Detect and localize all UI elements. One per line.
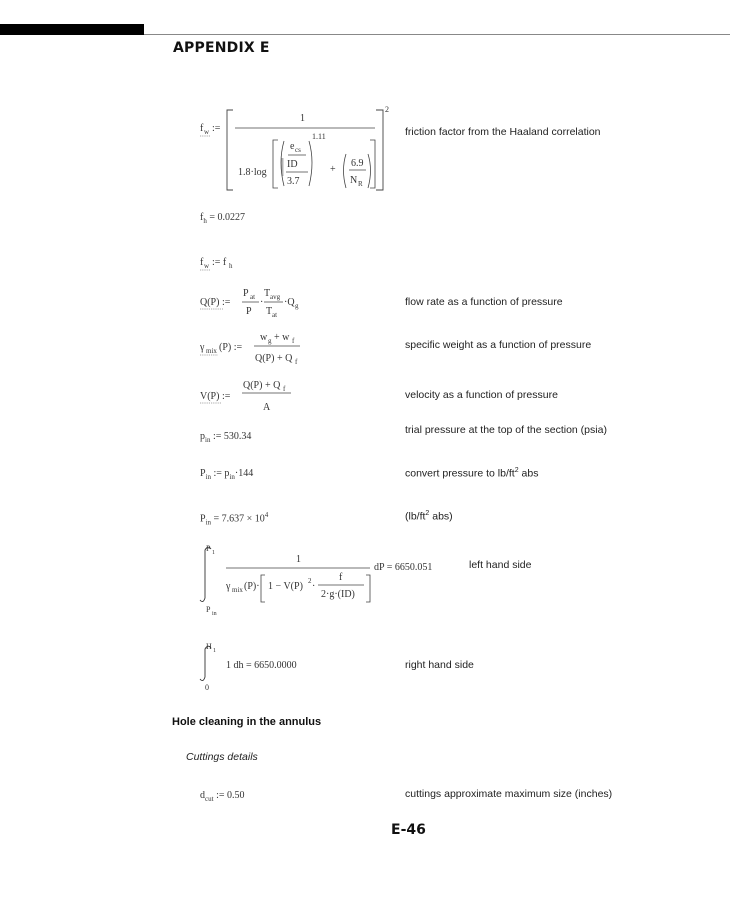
svg-text:mix: mix (232, 586, 243, 594)
svg-text:P: P (206, 605, 211, 614)
svg-text:f: f (339, 572, 343, 583)
lhs-integral (200, 544, 370, 617)
specweight-equation (199, 332, 300, 366)
svg-text:P: P (206, 544, 211, 553)
fw-symbol: f (200, 123, 204, 134)
svg-text:g: g (268, 337, 272, 345)
svg-text:H: H (206, 642, 212, 651)
rhs-integral (200, 642, 216, 692)
svg-text:1.8·log: 1.8·log (238, 167, 267, 178)
svg-text:T: T (266, 306, 273, 317)
rhs-result: 1 dh = 6650.0000 (226, 660, 297, 671)
svg-text:1: 1 (212, 550, 215, 556)
fh-value-equation: $f_h = 0.0227$ (200, 212, 245, 225)
desc-velocity: velocity as a function of pressure (405, 389, 558, 401)
velocity-equation (200, 380, 291, 413)
svg-text:w: w (204, 262, 210, 270)
svg-text:e: e (290, 141, 295, 152)
svg-text:·: · (260, 297, 264, 308)
svg-text:Q(P) + Q: Q(P) + Q (255, 353, 293, 364)
svg-text:mix: mix (206, 347, 217, 355)
pin-convert-equation: $P_{in}$ := $p_{in}\cdot 144$ (200, 468, 254, 481)
section-title: Hole cleaning in the annulus (172, 716, 322, 728)
desc-specweight: specific weight as a function of pressure (405, 339, 592, 351)
svg-text:Q(P) :=: Q(P) := (200, 297, 231, 308)
lhs-result: dP = 6650.051 (374, 562, 433, 573)
svg-text:·: · (312, 581, 316, 592)
svg-text:3.7: 3.7 (287, 176, 300, 187)
desc-convert: convert pressure to $lb/ft^2$ abs (405, 467, 539, 480)
svg-text:g: g (295, 302, 299, 310)
flowrate-equation (200, 288, 299, 319)
subsection-title: Cuttings details (186, 751, 258, 763)
svg-text:f: f (295, 358, 298, 366)
svg-text:γ: γ (200, 342, 205, 353)
svg-text:6.9: 6.9 (351, 158, 364, 169)
svg-text:f: f (292, 337, 295, 345)
svg-text:Q(P) + Q: Q(P) + Q (243, 380, 281, 391)
svg-text:·Q: ·Q (284, 297, 295, 308)
svg-text:f: f (283, 385, 286, 393)
svg-text:1 − V(P): 1 − V(P) (268, 581, 303, 592)
dcut-equation: $d_{cut}$ := 0.50 (200, 790, 245, 803)
svg-text:1: 1 (213, 648, 216, 654)
svg-text:2: 2 (308, 577, 312, 585)
pin-value-equation: $P_{in} = 7.637 \times 10^4$ (200, 511, 269, 527)
svg-text:+: + (330, 164, 336, 175)
svg-text:1: 1 (296, 554, 301, 565)
appendix-heading: APPENDIX E (173, 40, 270, 56)
svg-text:w: w (204, 128, 210, 136)
svg-text:at: at (272, 311, 278, 319)
svg-text:h: h (229, 262, 233, 270)
desc-rhs: right hand side (405, 659, 474, 671)
svg-text:+ w: + w (274, 332, 290, 343)
svg-text:2·g·(ID): 2·g·(ID) (321, 589, 355, 600)
svg-text:γ: γ (226, 581, 231, 592)
svg-text:T: T (264, 288, 271, 299)
desc-lhs: left hand side (469, 559, 532, 571)
svg-text:ID: ID (287, 159, 298, 170)
svg-text::=: := (212, 123, 221, 134)
svg-text:f: f (200, 257, 204, 268)
pin-trial-equation: $p_{in}$ := 530.34 (200, 431, 252, 444)
desc-dcut: cuttings approximate maximum size (inches) (405, 788, 613, 800)
desc-flowrate: flow rate as a function of pressure (405, 296, 563, 308)
svg-text:in: in (212, 611, 217, 617)
svg-text:cs: cs (295, 146, 301, 154)
svg-text:(P)·: (P)· (244, 581, 260, 592)
svg-text:R: R (358, 180, 363, 188)
svg-text:A: A (263, 402, 271, 413)
svg-text:2: 2 (385, 105, 389, 114)
fw-assign-equation (200, 257, 233, 270)
svg-text:w: w (260, 332, 268, 343)
svg-text::= f: := f (212, 257, 227, 268)
svg-text:V(P) :=: V(P) := (200, 391, 231, 402)
svg-text:P: P (243, 288, 249, 299)
svg-text:N: N (350, 175, 358, 186)
svg-text:1.11: 1.11 (312, 132, 326, 141)
desc-units: ($lb/ft^2$ abs) (405, 510, 453, 523)
svg-text:avg: avg (270, 293, 281, 301)
haaland-equation (200, 105, 389, 190)
page-number: E-46 (391, 822, 426, 838)
desc-trial: trial pressure at the top of the section (psia) (405, 424, 607, 436)
desc-haaland: friction factor from the Haaland correlation (405, 126, 601, 138)
svg-text:0: 0 (205, 683, 209, 692)
svg-text:P: P (246, 306, 252, 317)
svg-text:(P) :=: (P) := (219, 342, 243, 353)
svg-text:1: 1 (300, 113, 305, 124)
svg-text:at: at (250, 293, 256, 301)
